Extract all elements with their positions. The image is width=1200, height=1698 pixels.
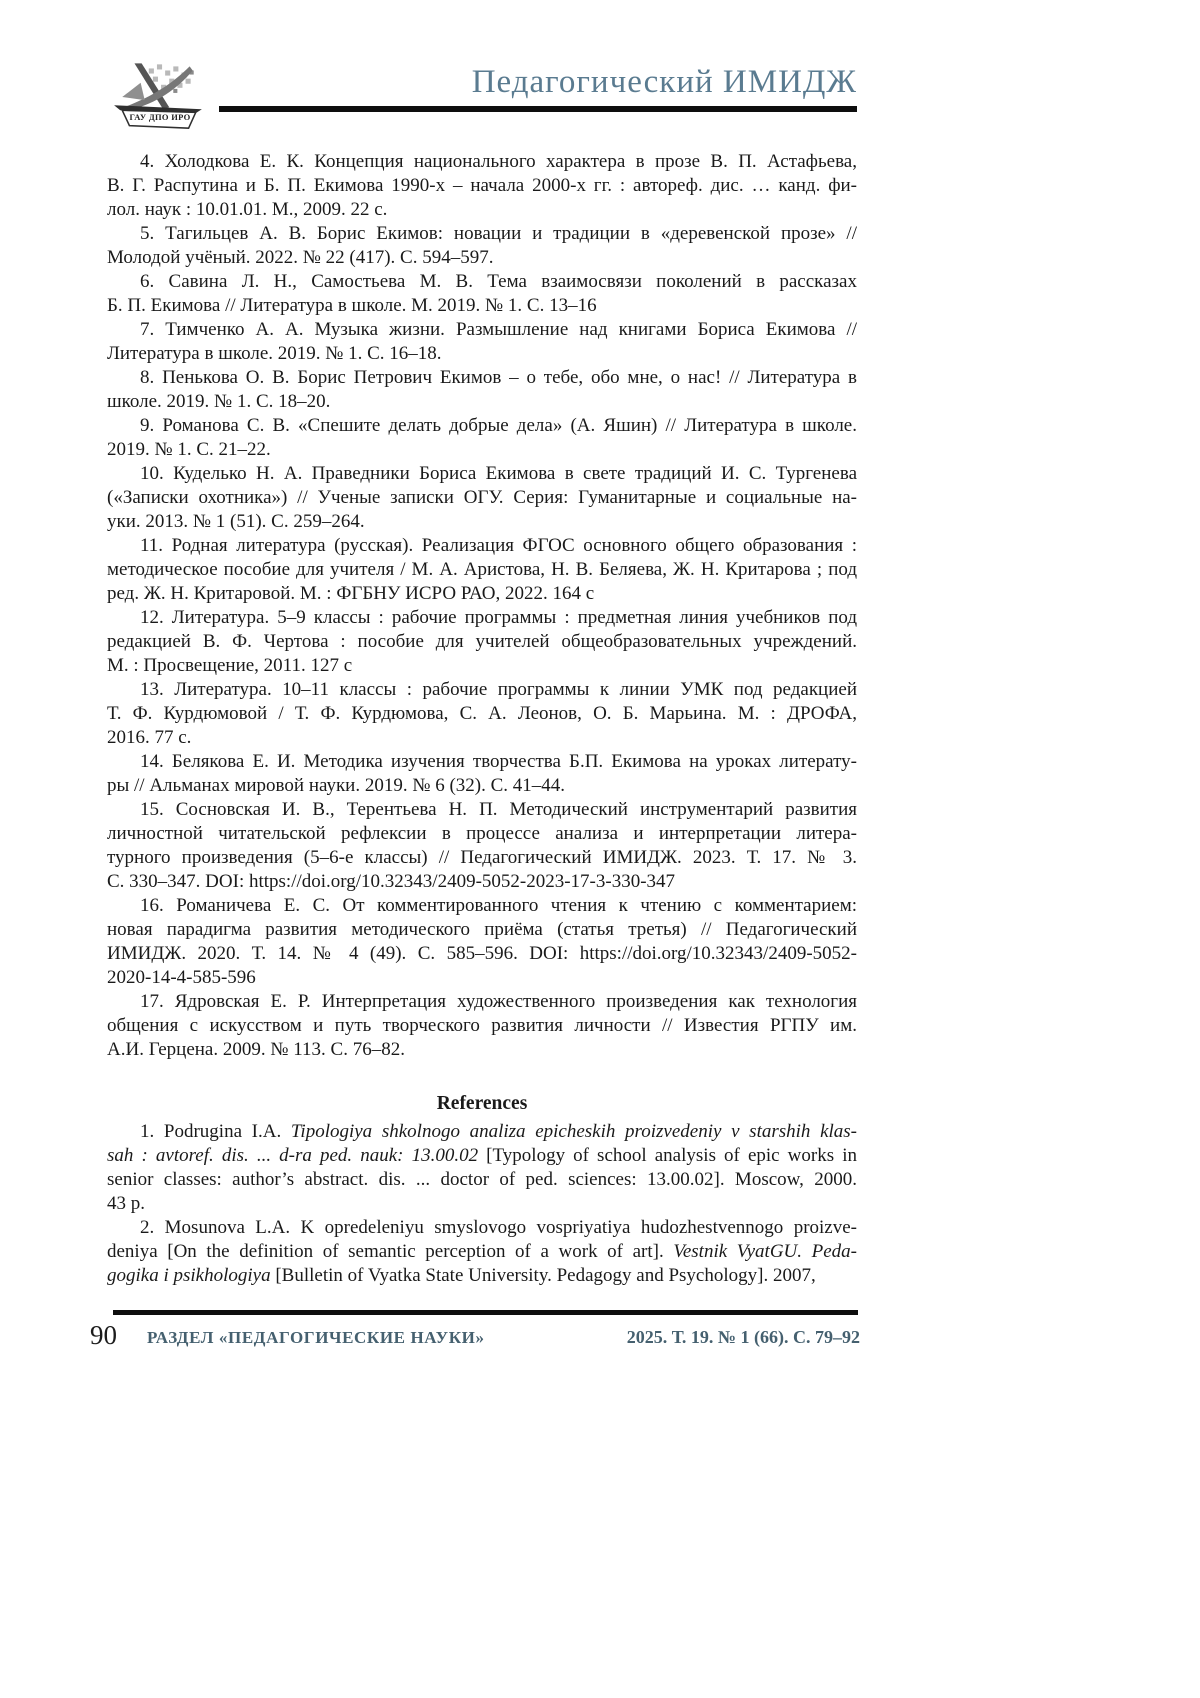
reference-entry — [107, 270, 857, 318]
reference-line: 2016. 77 с. — [107, 727, 192, 748]
reference-line: ры // Альманах мировой науки. 2019. № 6 (32). С. 41–44. — [107, 775, 566, 796]
reference-entry — [107, 798, 857, 894]
footer-section-label: РАЗДЕЛ «ПЕДАГОГИЧЕСКИЕ НАУКИ» — [147, 1328, 485, 1347]
reference-line: Б. П. Екимова // Литература в школе. М. 2019. № 1. С. 13–16 — [107, 295, 597, 316]
reference-line: М. : Просвещение, 2011. 127 с — [107, 655, 353, 676]
reference-line: личностной читательской рефлексии в процессе анализа и интерпретации литера- — [107, 823, 857, 844]
reference-entry — [107, 1216, 857, 1288]
reference-entry — [107, 318, 857, 366]
reference-line: Молодой учёный. 2022. № 22 (417). С. 594–597. — [107, 247, 494, 268]
reference-line: 16. Романичева Е. С. От комментированного чтения к чтению с комментарием: — [140, 895, 857, 916]
reference-line: 8. Пенькова О. В. Борис Петрович Екимов – о тебе, обо мне, о нас! // Литература в — [140, 367, 857, 388]
reference-line: школе. 2019. № 1. С. 18–20. — [107, 391, 331, 412]
reference-entry — [107, 150, 857, 222]
references-russian-list — [107, 150, 857, 1062]
reference-line: 2020-14-4-585-596 — [107, 967, 256, 988]
reference-entry — [107, 222, 857, 270]
reference-line: уки. 2013. № 1 (51). С. 259–264. — [107, 511, 365, 532]
reference-entry — [107, 1120, 857, 1216]
reference-line: 11. Родная литература (русская). Реализация ФГОС основного общего образования : — [140, 535, 857, 556]
reference-line: 14. Белякова Е. И. Методика изучения творчества Б.П. Екимова на уроках литерату- — [140, 751, 857, 772]
reference-line: общения с искусством и путь творческого развития личности // Известия РГПУ им. — [107, 1015, 857, 1036]
reference-title-italic: sah : avtoref. dis. ... d-ra ped. nauk: 13.00.02 — [107, 1145, 479, 1166]
reference-text: deniya [On the definition of semantic perception of a work of art]. — [107, 1241, 674, 1262]
reference-line: 9. Романова С. В. «Спешите делать добрые дела» (А. Яшин) // Литература в школе. — [140, 415, 857, 436]
reference-line — [107, 1264, 857, 1288]
reference-line: А.И. Герцена. 2009. № 113. С. 76–82. — [107, 1039, 405, 1060]
reference-entry — [107, 894, 857, 990]
reference-text: [Typology of school analysis of epic works in — [478, 1145, 857, 1166]
reference-line: Т. Ф. Курдюмовой / Т. Ф. Курдюмова, С. А. Леонов, О. Б. Марьина. М. : ДРОФА, — [107, 703, 857, 724]
reference-line: ред. Ж. Н. Критаровой. М. : ФГБНУ ИСРО РАО, 2022. 164 с — [107, 583, 595, 604]
reference-line: С. 330–347. DOI: https://doi.org/10.32343/2409-5052-2023-17-3-330-347 — [107, 871, 676, 892]
reference-entry — [107, 678, 857, 750]
journal-title: Педагогический ИМИДЖ — [471, 64, 857, 100]
reference-line: турного произведения (5–6-е классы) // Педагогический ИМИДЖ. 2023. Т. 17. № 3. — [107, 847, 857, 868]
reference-line: 4. Холодкова Е. К. Концепция национального характера в прозе В. П. Астафьева, — [140, 151, 857, 172]
footer-issue-info: 2025. Т. 19. № 1 (66). С. 79–92 — [626, 1327, 860, 1347]
reference-line: новая парадигма развития методического приёма (статья третья) // Педагогический — [107, 919, 857, 940]
reference-line — [107, 1144, 857, 1168]
references-content — [107, 150, 857, 1288]
publisher-logo — [110, 62, 208, 130]
references-english-list — [107, 1120, 857, 1288]
reference-line: 12. Литература. 5–9 классы : рабочие программы : предметная линия учебников под — [140, 607, 857, 628]
references-heading: References — [436, 1093, 528, 1114]
reference-line — [107, 1240, 857, 1264]
reference-line: лол. наук : 10.01.01. М., 2009. 22 с. — [107, 199, 388, 220]
reference-entry — [107, 750, 857, 798]
reference-line: («Записки охотника») // Ученые записки ОГУ. Серия: Гуманитарные и социальные на- — [107, 487, 857, 508]
reference-title-italic: Vestnik VyatGU. Peda- — [673, 1241, 858, 1262]
reference-line: senior classes: author’s abstract. dis. ... doctor of ped. sciences: 13.00.02]. Moscow, 2000. — [107, 1169, 857, 1190]
footer-rule — [113, 1310, 858, 1315]
page-number: 90 — [90, 1320, 117, 1350]
reference-line: 15. Сосновская И. В., Терентьева Н. П. Методический инструментарий развития — [140, 799, 857, 820]
reference-entry — [107, 990, 857, 1062]
reference-line: методическое пособие для учителя / М. А. Аристова, Н. В. Беляева, Ж. Н. Критарова ; под — [107, 559, 857, 580]
header-rule — [219, 106, 857, 112]
reference-title-italic: gogika i psikhologiya — [107, 1265, 271, 1286]
reference-entry — [107, 606, 857, 678]
reference-line: 7. Тимченко А. А. Музыка жизни. Размышление над книгами Бориса Екимова // — [140, 319, 857, 340]
reference-line: ИМИДЖ. 2020. Т. 14. № 4 (49). С. 585–596. DOI: https://doi.org/10.32343/2409-5052- — [107, 943, 857, 964]
reference-line: Литература в школе. 2019. № 1. С. 16–18. — [107, 343, 442, 364]
reference-text: 1. Podrugina I.A. — [140, 1121, 291, 1142]
reference-line: 43 p. — [107, 1193, 145, 1214]
reference-entry — [107, 534, 857, 606]
logo-caption: ГАУ ДПО ИРО — [129, 112, 191, 122]
reference-line: 2. Mosunova L.A. K opredeleniyu smyslovogo vospriyatiya hudozhestvennogo proizve- — [140, 1217, 857, 1238]
reference-line: 13. Литература. 10–11 классы : рабочие программы к линии УМК под редакцией — [140, 679, 857, 700]
reference-line: 5. Тагильцев А. В. Борис Екимов: новации и традиции в «деревенской прозе» // — [140, 223, 857, 244]
reference-entry — [107, 366, 857, 414]
reference-line: редакцией В. Ф. Чертова : пособие для учителей общеобразовательных учреждений. — [107, 631, 857, 652]
reference-entry — [107, 462, 857, 534]
reference-line — [107, 1120, 857, 1144]
reference-line: 17. Ядровская Е. Р. Интерпретация художественного произведения как технология — [140, 991, 857, 1012]
reference-line: В. Г. Распутина и Б. П. Екимова 1990-х – начала 2000-х гг. : автореф. дис. … канд. фи- — [107, 175, 857, 196]
reference-entry — [107, 414, 857, 462]
reference-title-italic: Tipologiya shkolnogo analiza epicheskih proizvedeniy v starshih klas- — [290, 1121, 858, 1142]
reference-line: 10. Куделько Н. А. Праведники Бориса Екимова в свете традиций И. С. Тургенева — [140, 463, 857, 484]
reference-line: 2019. № 1. С. 21–22. — [107, 439, 271, 460]
reference-line: 6. Савина Л. Н., Самостьева М. В. Тема взаимосвязи поколений в рассказах — [140, 271, 857, 292]
reference-text: [Bulletin of Vyatka State University. Pedagogy and Psychology]. 2007, — [270, 1265, 816, 1286]
